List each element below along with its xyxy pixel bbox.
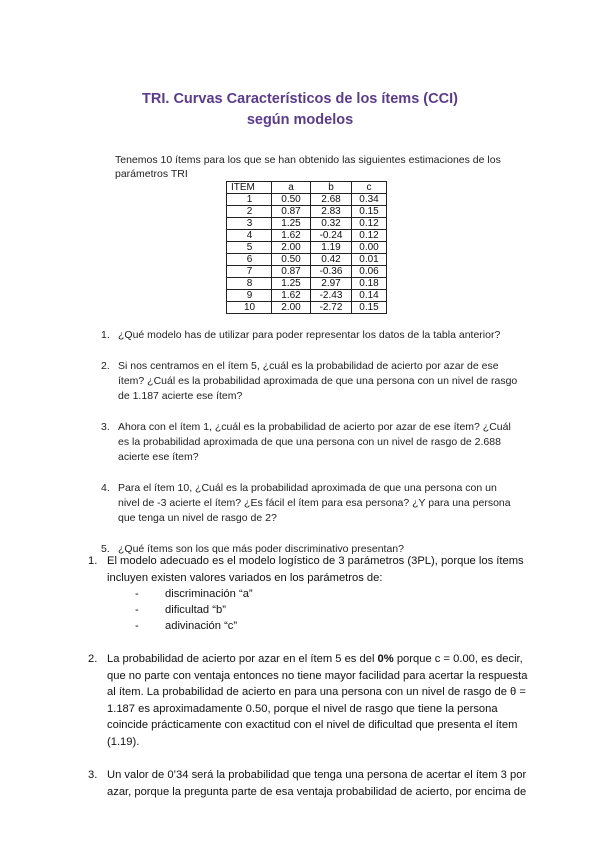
cell-c: 0.12 — [352, 230, 387, 242]
question-number: 2. — [101, 360, 110, 372]
cell-c: 0.15 — [352, 206, 387, 218]
question-number: 3. — [101, 421, 110, 433]
header-c: c — [352, 182, 387, 194]
cell-a: 0.87 — [272, 266, 311, 278]
question-text: Ahora con el ítem 1, ¿cuál es la probabilidad de acierto por azar de ese ítem? ¿Cuál es la probabilidad aproximada de que una persona con un nivel de rasgo de 2.688 acierte ese ítem? — [118, 421, 511, 463]
question-number: 5. — [101, 543, 110, 555]
cell-item: 2 — [227, 206, 272, 218]
parameter-list — [107, 586, 530, 634]
table-row — [227, 290, 387, 302]
cell-c: 0.14 — [352, 290, 387, 302]
header-a: a — [272, 182, 311, 194]
cell-a: 2.00 — [272, 242, 311, 254]
cell-c: 0.06 — [352, 266, 387, 278]
table-header-row — [227, 182, 387, 194]
cell-b: 2.83 — [311, 206, 352, 218]
answer-number: 3. — [88, 769, 98, 781]
question-number: 1. — [101, 329, 110, 341]
cell-c: 0.18 — [352, 278, 387, 290]
cell-item: 6 — [227, 254, 272, 266]
table-row — [227, 254, 387, 266]
dash-marker: - — [135, 620, 139, 632]
cell-a: 1.25 — [272, 218, 311, 230]
parameter-item — [135, 586, 530, 602]
answer-text: La probabilidad de acierto por azar en el ítem 5 es del — [107, 653, 378, 665]
answer-list — [88, 553, 530, 817]
answer-1 — [88, 553, 530, 634]
cell-c: 0.15 — [352, 302, 387, 314]
cell-b: 2.97 — [311, 278, 352, 290]
cell-a: 0.87 — [272, 206, 311, 218]
answer-text: El modelo adecuado es el modelo logístico de 3 parámetros (3PL), porque los ítems incluyen existen valores variados en los parámetros de: — [107, 555, 524, 584]
cell-b: 1.19 — [311, 242, 352, 254]
cell-b: -0.24 — [311, 230, 352, 242]
cell-a: 1.62 — [272, 230, 311, 242]
cell-a: 0.50 — [272, 254, 311, 266]
cell-a: 2.00 — [272, 302, 311, 314]
table-row — [227, 218, 387, 230]
question-text: ¿Qué modelo has de utilizar para poder representar los datos de la tabla anterior? — [118, 329, 501, 341]
question-text: Para el ítem 10, ¿Cuál es la probabilidad aproximada de que una persona con un nivel de -3 acierte el ítem? ¿Es fácil el ítem para esa persona? ¿Y para una persona que tenga un nivel de rasgo de 2? — [118, 482, 511, 524]
cell-a: 0.50 — [272, 194, 311, 206]
question-item — [101, 481, 521, 526]
parameter-label: adivinación “c” — [165, 620, 238, 632]
table-row — [227, 206, 387, 218]
cell-item: 9 — [227, 290, 272, 302]
cell-c: 0.12 — [352, 218, 387, 230]
answer-text: Un valor de 0’34 será la probabilidad que tenga una persona de acertar el ítem 3 por azar, porque la pregunta parte de esa ventaja probabilidad de acierto, por encima de — [107, 769, 527, 798]
table-row — [227, 242, 387, 254]
parameter-item — [135, 602, 530, 618]
question-text: Si nos centramos en el ítem 5, ¿cuál es la probabilidad de acierto por azar de ese ítem? ¿Cuál es la probabilidad aproximada de que una persona con un nivel de rasgo de 1.187 acierte ese ítem? — [118, 360, 518, 402]
question-item — [101, 328, 521, 343]
table-row — [227, 266, 387, 278]
answer-bold: 0% — [377, 653, 394, 665]
cell-item: 10 — [227, 302, 272, 314]
cell-b: 0.42 — [311, 254, 352, 266]
dash-marker: - — [135, 588, 139, 600]
table-row — [227, 302, 387, 314]
dash-marker: - — [135, 604, 139, 616]
intro-text: Tenemos 10 ítems para los que se han obtenido las siguientes estimaciones de los parámetros TRI — [115, 154, 501, 180]
cell-item: 5 — [227, 242, 272, 254]
cell-item: 1 — [227, 194, 272, 206]
answer-2 — [88, 651, 530, 750]
cell-item: 3 — [227, 218, 272, 230]
cell-c: 0.00 — [352, 242, 387, 254]
table-row — [227, 230, 387, 242]
question-text: ¿Qué ítems son los que más poder discriminativo presentan? — [118, 543, 404, 555]
table-row — [227, 194, 387, 206]
cell-b: 0.32 — [311, 218, 352, 230]
parameter-item — [135, 618, 530, 634]
answer-number: 2. — [88, 653, 98, 665]
parameter-label: discriminación “a” — [165, 588, 253, 600]
cell-a: 1.62 — [272, 290, 311, 302]
answer-text-rest: porque c = 0.00, es decir, que no parte con ventaja entonces no tiene mayor facilidad para acertar la respuesta al ítem. La probabilidad de acierto en para una persona con un nivel de rasgo de θ = 1.187 es aproximadamente 0.50, porque el nivel de rasgo que tiene la persona coincide prácticamente con exactitud con el nivel de dificultad que presenta el ítem (1.19). — [107, 653, 528, 748]
cell-b: -0.36 — [311, 266, 352, 278]
question-number: 4. — [101, 482, 110, 494]
header-item: ITEM — [227, 182, 272, 194]
cell-b: 2.68 — [311, 194, 352, 206]
parameters-table — [226, 181, 387, 314]
question-list — [101, 328, 521, 573]
cell-c: 0.34 — [352, 194, 387, 206]
cell-b: -2.43 — [311, 290, 352, 302]
cell-a: 1.25 — [272, 278, 311, 290]
cell-c: 0.01 — [352, 254, 387, 266]
page-title: TRI. Curvas Característicos de los ítems (CCI) según modelos — [142, 91, 458, 128]
question-item — [101, 359, 521, 404]
cell-item: 7 — [227, 266, 272, 278]
question-item — [101, 420, 521, 465]
parameter-label: dificultad “b” — [165, 604, 226, 616]
cell-item: 8 — [227, 278, 272, 290]
header-b: b — [311, 182, 352, 194]
answer-number: 1. — [88, 555, 98, 567]
answer-3 — [88, 767, 530, 800]
cell-b: -2.72 — [311, 302, 352, 314]
table-row — [227, 278, 387, 290]
cell-item: 4 — [227, 230, 272, 242]
